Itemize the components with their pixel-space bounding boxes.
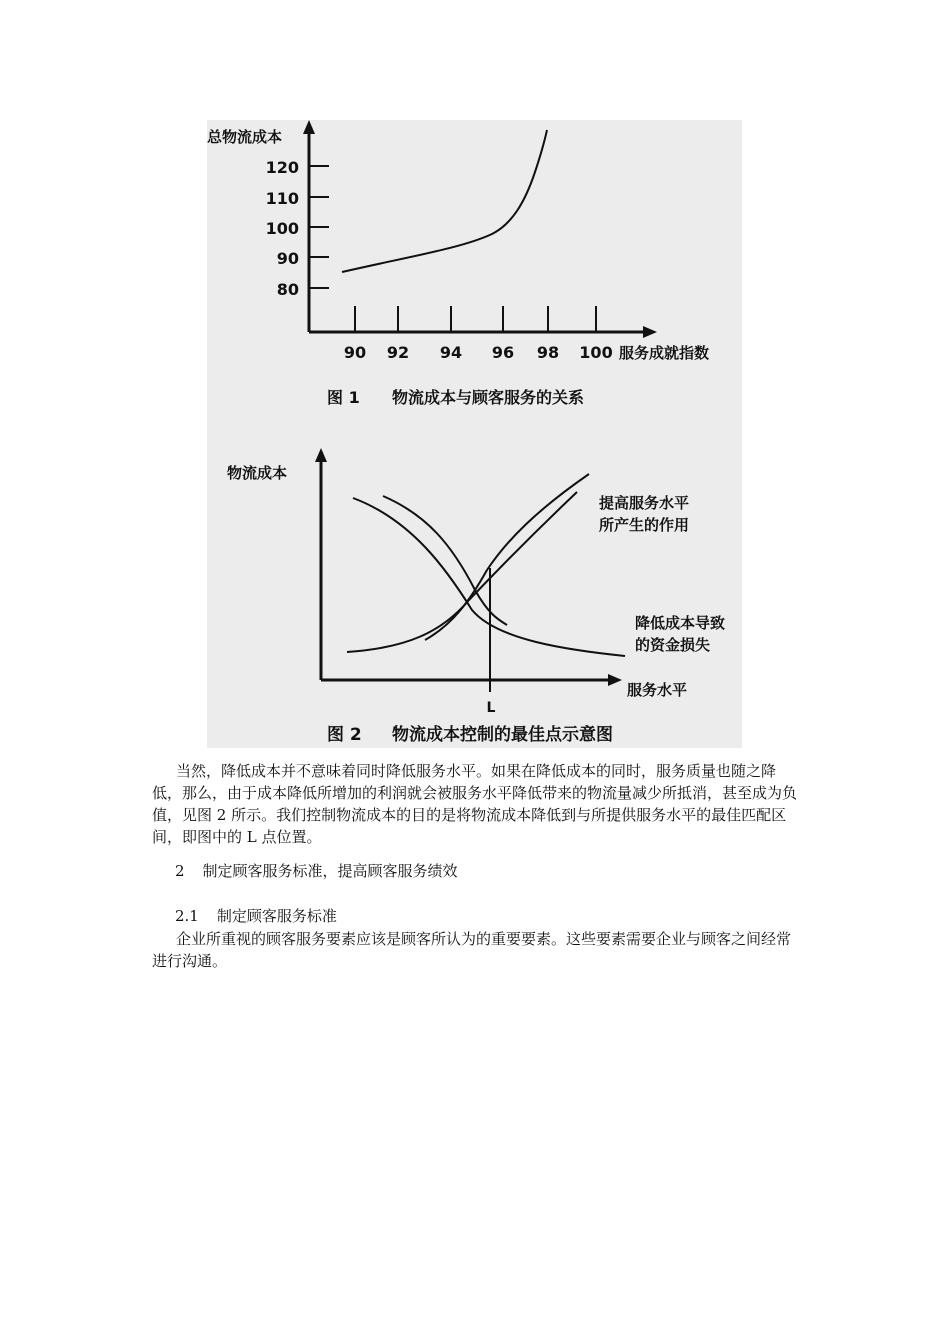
figure2-annotation-up-2: 所产生的作用 — [599, 516, 690, 534]
figure1-xtick: 92 — [386, 343, 410, 362]
figure1-ytick: 100 — [265, 219, 299, 238]
figure1-ytick: 110 — [265, 189, 299, 208]
figure2-service-curve — [347, 492, 577, 652]
paragraph-cost-service: 当然，降低成本并不意味着同时降低服务水平。如果在降低成本的同时，服务质量也随之降低，那么，由于成本降低所增加的利润就会被服务水平降低带来的物流量减少所抵消，甚至成为负值，见图 2 所示。我们控制物流成本的目的是将物流成本降低到与所提供服务水平的最佳匹配区间，即图中的 L 点位置。 — [152, 762, 798, 846]
figure2-x-arrow — [608, 674, 622, 686]
figure1-chart — [207, 120, 709, 407]
figures-svg — [207, 120, 742, 748]
section-heading-2 — [175, 860, 458, 882]
figure1-ytick: 90 — [276, 249, 299, 268]
figure2-annotation-down-1: 降低成本导致 — [635, 614, 726, 632]
figure1-xtick: 98 — [536, 343, 560, 362]
figure1-xtick: 94 — [439, 343, 463, 362]
subsection-title: 制定顾客服务标准 — [216, 907, 337, 925]
figure1-xtick: 96 — [491, 343, 515, 362]
subsection-number: 2.1 — [175, 907, 199, 925]
figure1-xtick: 100 — [579, 343, 613, 362]
figure1-caption-title: 物流成本与顾客服务的关系 — [392, 388, 585, 407]
figure2-y-arrow — [315, 448, 327, 462]
figure2-annotation-down-2: 的资金损失 — [635, 636, 711, 654]
figure2-ylabel: 物流成本 — [227, 464, 288, 482]
figure2-xlabel: 服务水平 — [627, 681, 688, 699]
figure1-x-arrow — [643, 326, 657, 338]
figure1-ytick: 80 — [276, 280, 299, 299]
subsection-heading-2-1 — [175, 905, 337, 927]
figure1-caption-number: 图 1 — [327, 388, 360, 407]
figure1-y-arrow — [303, 120, 315, 134]
figure2-cost-reduction-curve-upper — [383, 496, 507, 625]
figure1-ytick: 120 — [265, 158, 299, 177]
figure1-ylabel: 总物流成本 — [207, 128, 283, 146]
section-number: 2 — [175, 862, 185, 880]
figure2-diagram — [227, 448, 725, 745]
figure2-caption-title: 物流成本控制的最佳点示意图 — [392, 725, 613, 745]
figure2-annotation-up-1: 提高服务水平 — [599, 494, 690, 512]
figure1-xlabel: 服务成就指数 — [619, 344, 710, 362]
figure1-cost-curve — [342, 130, 547, 272]
figure2-service-curve-upper — [425, 474, 589, 640]
figure1-xtick: 90 — [343, 343, 367, 362]
figure2-caption-number: 图 2 — [327, 725, 362, 745]
scanned-figure-image — [207, 120, 742, 748]
figure2-point-label: L — [486, 700, 496, 716]
paragraph-service-elements: 企业所重视的顾客服务要素应该是顾客所认为的重要要素。这些要素需要企业与顾客之间经常进行沟通。 — [152, 930, 792, 970]
section-title: 制定顾客服务标准，提高顾客服务绩效 — [202, 862, 458, 880]
